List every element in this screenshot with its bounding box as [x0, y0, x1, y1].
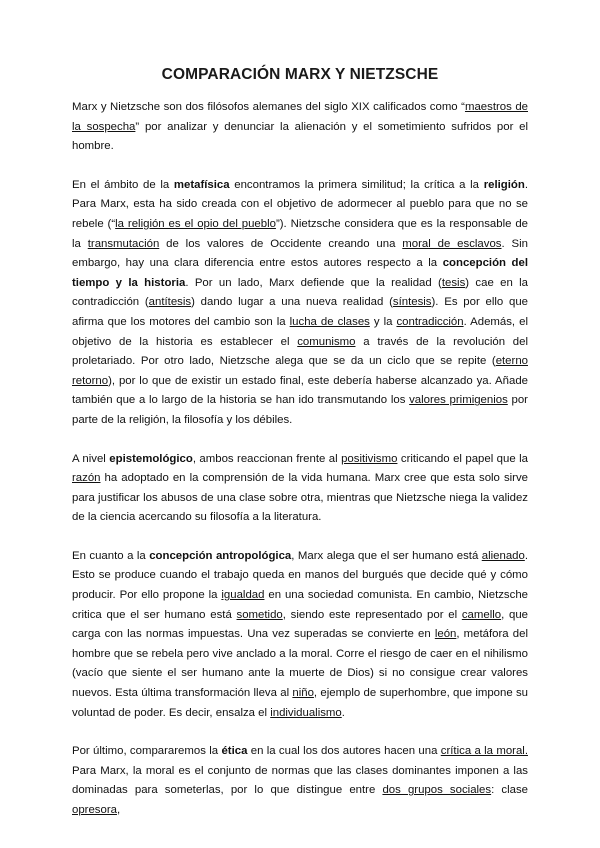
- underlined-term: comunismo: [297, 335, 356, 348]
- text-segment: y la: [369, 315, 397, 328]
- text-segment: .: [341, 706, 345, 719]
- text-segment: En cuanto a la: [72, 549, 150, 562]
- text-segment: ha adoptado en la comprensión de la vida humana. Marx cree que esta solo sirve para justificar los abusos de una clase sobre otra, mientras que Nietzsche niega la validez de la ciencia acercando su filosofía a la literatura.: [72, 472, 528, 524]
- bold-term: epistemológico: [109, 452, 193, 465]
- underlined-term: tesis: [441, 276, 466, 289]
- text-segment: , siendo este representado por el: [282, 608, 462, 621]
- text-segment: criticando el papel que la: [397, 452, 528, 465]
- underlined-term: maestros de la sospecha: [72, 101, 528, 133]
- text-segment: Para Marx, la moral es el conjunto de normas que las clases dominantes imponen a las dominadas para someterlas, por lo que distingue entre: [72, 764, 528, 797]
- text-segment: ). Es por ello que afirma que los motores del cambio son la: [72, 296, 528, 328]
- paragraph-4: [72, 547, 528, 723]
- underlined-term: eterno retorno: [72, 355, 528, 387]
- text-segment: A nivel: [72, 452, 110, 465]
- underlined-term: transmutación: [87, 237, 160, 250]
- underlined-term: razón: [72, 472, 101, 485]
- underlined-term: individualismo: [270, 706, 342, 719]
- text-segment: por parte de la religión, la filosofía y los débiles.: [72, 394, 528, 426]
- underlined-term: sometido: [236, 608, 283, 621]
- text-segment: En el ámbito de la: [72, 178, 174, 191]
- underlined-term: igualdad: [221, 589, 265, 602]
- bold-term: metafísica: [173, 178, 230, 191]
- text-segment: , ambos reaccionan frente al: [192, 452, 342, 465]
- text-segment: en la cual los dos autores hacen una: [247, 745, 441, 758]
- underlined-term: lucha de clases: [289, 315, 370, 328]
- paragraph-3: [72, 450, 528, 528]
- underlined-term: opresora: [72, 804, 117, 816]
- text-segment: ) dando lugar a una nueva realidad (: [191, 296, 393, 309]
- text-segment: ” por analizar y denunciar la alienación y el sometimiento sufridos por el hombre.: [72, 120, 528, 153]
- underlined-term: antítesis: [148, 296, 192, 309]
- text-segment: , metáfora del hombre que se rebela pero vive anclado a la moral. Corre el riesgo de caer en el nihilismo (vacío que siente el ser humano ante la muerte de Dios) si no consigue crear valores nuevos. Esta última transformación lleva al: [72, 628, 528, 700]
- text-segment: ), por lo que de existir un estado final, este debería haberse alcanzado ya. Añade también que a lo largo de la historia se han ido transmutando los: [72, 374, 528, 407]
- underlined-term: moral de esclavos: [402, 237, 502, 250]
- text-segment: Marx y Nietzsche son dos filósofos alemanes del siglo XIX calificados como “: [72, 101, 465, 113]
- underlined-term: león: [434, 628, 457, 641]
- text-segment: , ejemplo de superhombre, que impone su voluntad de poder. Es decir, ensalza el: [72, 687, 528, 719]
- bold-term: ética: [221, 745, 248, 758]
- bold-term: concepción antropológica: [149, 549, 292, 562]
- text-segment: . Por un lado, Marx defiende que la realidad (: [185, 276, 442, 289]
- text-segment: de los valores de Occidente creando una: [159, 237, 403, 250]
- underlined-term: síntesis: [392, 296, 432, 309]
- paragraph-2: [72, 176, 528, 431]
- text-segment: ) cae en la contradicción (: [72, 276, 528, 309]
- paragraph-5: [72, 742, 528, 820]
- text-segment: . Además, el objetivo de la historia es establecer el: [72, 315, 528, 348]
- page-title: COMPARACIÓN MARX Y NIETZSCHE: [161, 66, 439, 83]
- underlined-term: camello: [461, 608, 502, 621]
- text-segment: Por último, compararemos la: [72, 745, 222, 758]
- text-segment: ,: [116, 804, 121, 816]
- underlined-term: alienado: [481, 549, 525, 562]
- text-segment: . Sin embargo, hay una clara diferencia entre estos autores respecto a la: [72, 237, 528, 270]
- bold-term: religión: [483, 178, 525, 191]
- text-segment: en una sociedad comunista. En cambio, Nietzsche critica que el ser humano está: [72, 589, 528, 621]
- underlined-term: contradicción: [396, 315, 464, 328]
- underlined-term: valores primigenios: [409, 394, 508, 407]
- text-segment: a través de la revolución del proletariado. Por otro lado, Nietzsche alega que se da un ciclo que se repite (: [72, 335, 529, 368]
- text-segment: . Esto se produce cuando el trabajo queda en manos del burgués que decide qué y cómo producir. Por ello propone la: [72, 549, 528, 602]
- paragraph-1: [72, 98, 528, 157]
- text-segment: encontramos la primera similitud; la crítica a la: [229, 178, 484, 191]
- underlined-term: crítica a la moral.: [440, 745, 528, 758]
- underlined-term: la religión es el opio del pueblo: [115, 217, 276, 230]
- underlined-term: niño: [292, 687, 314, 700]
- document-body: [72, 98, 528, 821]
- text-segment: : clase: [491, 784, 528, 797]
- underlined-term: positivismo: [341, 452, 398, 465]
- text-segment: . Para Marx, esta ha sido creada con el objetivo de adormecer al pueblo para que no se rebele (“: [72, 178, 528, 230]
- bold-term: concepción del tiempo y la historia: [72, 257, 529, 289]
- text-segment: ”). Nietzsche considera que es la responsable de la: [72, 217, 528, 250]
- text-segment: , que carga con las normas impuestas. Una vez superadas se convierte en: [72, 608, 528, 641]
- text-segment: , Marx alega que el ser humano está: [291, 549, 482, 562]
- underlined-term: dos grupos sociales: [382, 784, 492, 797]
